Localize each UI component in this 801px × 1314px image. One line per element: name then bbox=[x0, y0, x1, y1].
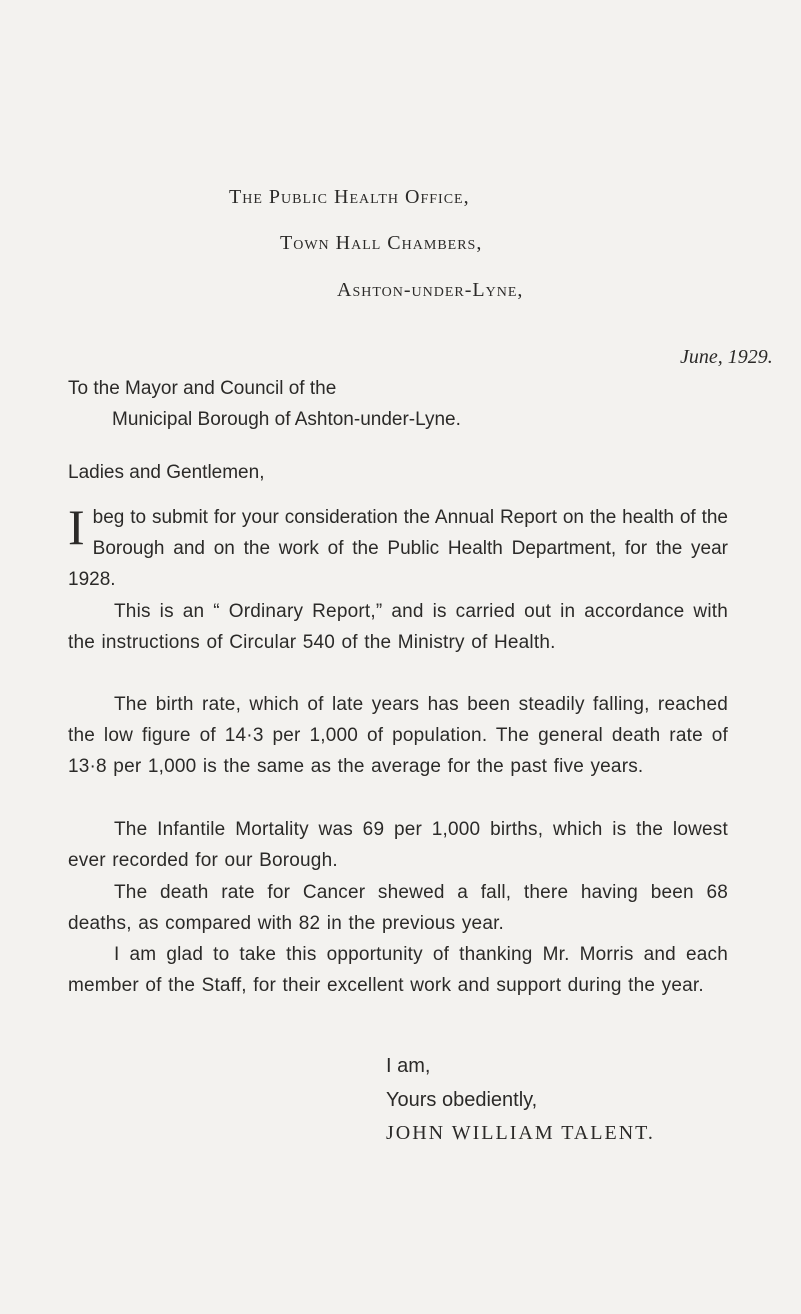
paragraph-2: This is an “ Ordinary Report,” and is carried out in accordance with the instructions of Circular 540 of the Ministry of Health. bbox=[68, 601, 728, 653]
closing-line-2: Yours obediently, bbox=[386, 1089, 538, 1111]
paragraph-1-text: beg to submit for your consideration the Annual Report on the health of the Borough and on the work of the Public Health Department, for the year 1928. bbox=[68, 507, 728, 590]
salutation: Ladies and Gentlemen, bbox=[68, 462, 265, 483]
addressee-line-1: To the Mayor and Council of the bbox=[68, 378, 337, 399]
letterhead-town: Ashton-under-Lyne, bbox=[337, 279, 524, 301]
paragraph-6: I am glad to take this opportunity of thanking Mr. Morris and each member of the Staff, for their excellent work and support during the year. bbox=[68, 944, 728, 996]
letter-date: June, 1929. bbox=[680, 346, 773, 368]
signature: JOHN WILLIAM TALENT. bbox=[386, 1122, 655, 1144]
paragraph-1 bbox=[68, 499, 728, 595]
letterhead-building: Town Hall Chambers, bbox=[280, 232, 483, 254]
addressee-line-2: Municipal Borough of Ashton-under-Lyne. bbox=[112, 409, 461, 430]
drop-cap: I bbox=[68, 499, 85, 555]
paragraph-4: The Infantile Mortality was 69 per 1,000 births, which is the lowest ever recorded for our Borough. bbox=[68, 819, 728, 871]
paragraph-5: The death rate for Cancer shewed a fall, there having been 68 deaths, as compared with 82 in the previous year. bbox=[68, 882, 728, 934]
closing-line-1: I am, bbox=[386, 1055, 431, 1077]
paragraph-3: The birth rate, which of late years has been steadily falling, reached the low figure of 14·3 per 1,000 of population. The general death rate of 13·8 per 1,000 is the same as the average for the past five years. bbox=[68, 694, 728, 777]
letterhead-office: The Public Health Office, bbox=[229, 186, 470, 208]
